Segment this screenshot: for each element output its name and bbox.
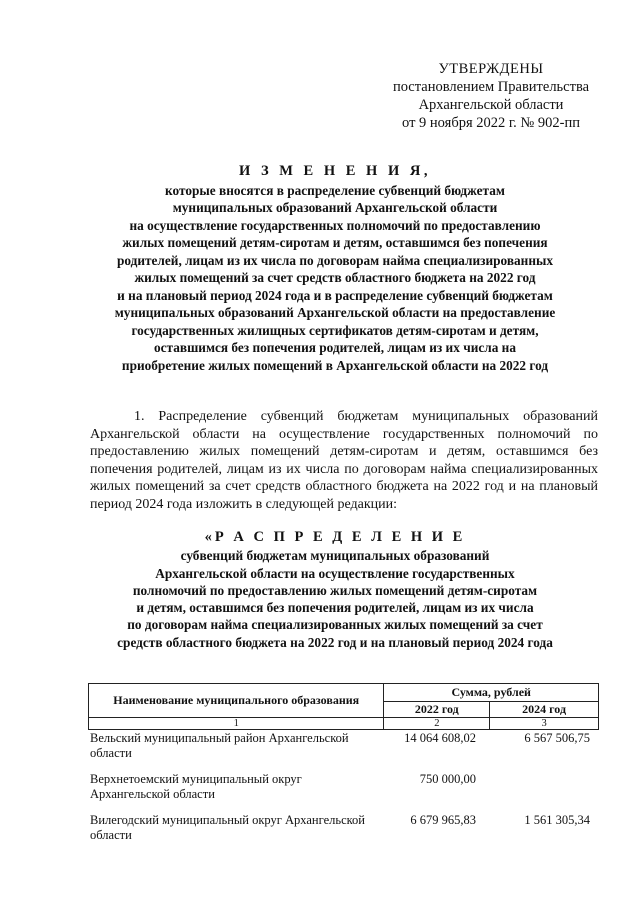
approval-line: Архангельской области [418,97,564,113]
changes-line: приобретение жилых помещений в Архангельской области на 2022 год [121,357,549,373]
subsidy-table-header [88,683,599,730]
distribution-line: по договорам найма специализированных жилых помещений за счет [127,617,543,633]
changes-line: государственных жилищных сертификатов детям-сиротам и детям, [131,322,539,338]
subsidy-table-body [88,731,599,854]
table-row [88,772,599,813]
changes-line: муниципальных образований Архангельской области на предоставление [114,305,556,320]
amount-2022: 750 000,00 [419,772,476,786]
municipality-name: Вилегодский муниципальный округ Архангельской области [90,813,365,842]
changes-line: и на плановый период 2024 года и в распределение субвенций бюджетам [117,287,553,303]
amount-2022: 6 679 965,83 [410,813,476,827]
approval-line: от 9 ноября 2022 г. № 902-пп [402,115,580,131]
paragraph-text: 1. Распределение субвенций бюджетам муниципальных образований Архангельской области на осуществление государственных полномочий по предоставлению жилых помещений детям-сиротам и детям, оставшимся без попечения родителей, лицам из их числа по договорам найма специализированных жилых помещений за счет средств областного бюджета на 2022 год и на плановый период 2024 года изложить в следующей редакции: [90,409,598,512]
changes-title-block [70,163,600,374]
approval-stamp [380,60,602,132]
approval-title: УТВЕРЖДЕНЫ [438,61,544,77]
col-header-name: Наименование муниципального образования [89,684,384,718]
distribution-line: субвенций бюджетам муниципальных образований [180,548,490,564]
changes-heading: И З М Е Н Е Н И Я, [239,163,431,179]
changes-line: муниципальных образований Архангельской области [172,200,498,215]
col-header-2022: 2022 год [384,702,490,718]
table-row [88,813,599,854]
changes-line: родителей, лицам из их числа по договорам найма специализированных [116,252,554,268]
distribution-line: Архангельской области на осуществление государственных [155,565,515,581]
amount-2024: 1 561 305,34 [524,813,590,827]
distribution-line: средств областного бюджета на 2022 год и на плановый период 2024 года [117,634,553,650]
changes-line: на осуществление государственных полномочий по предоставлению [129,217,541,233]
col-number: 1 [89,718,384,730]
distribution-title-block [70,529,600,651]
col-number: 2 [384,718,490,730]
table-row [88,731,599,772]
col-number: 3 [490,718,599,730]
distribution-line: и детям, оставшимся без попечения родителей, лицам из их числа [136,600,534,616]
distribution-line: полномочий по предоставлению жилых помещений детям-сиротам [132,582,538,598]
changes-line: оставшимся без попечения родителей, лицам из их числа на [154,340,516,355]
changes-line: жилых помещений детям-сиротам и детям, оставшимся без попечения [122,235,548,250]
changes-line: которые вносятся в распределение субвенций бюджетам [165,182,505,198]
distribution-heading: «Р А С П Р Е Д Е Л Е Н И Е [204,529,466,545]
municipality-name: Вельский муниципальный район Архангельской области [90,731,349,760]
amount-2022: 14 064 608,02 [404,731,476,745]
col-header-sum: Сумма, рублей [384,684,599,702]
changes-line: жилых помещений за счет средств областного бюджета на 2022 год [134,270,536,285]
municipality-name: Верхнетоемский муниципальный округ Архангельской области [90,772,302,801]
col-header-2024: 2024 год [490,702,599,718]
approval-line: постановлением Правительства [392,79,590,95]
body-paragraph [90,408,598,513]
amount-2024: 6 567 506,75 [524,731,590,745]
